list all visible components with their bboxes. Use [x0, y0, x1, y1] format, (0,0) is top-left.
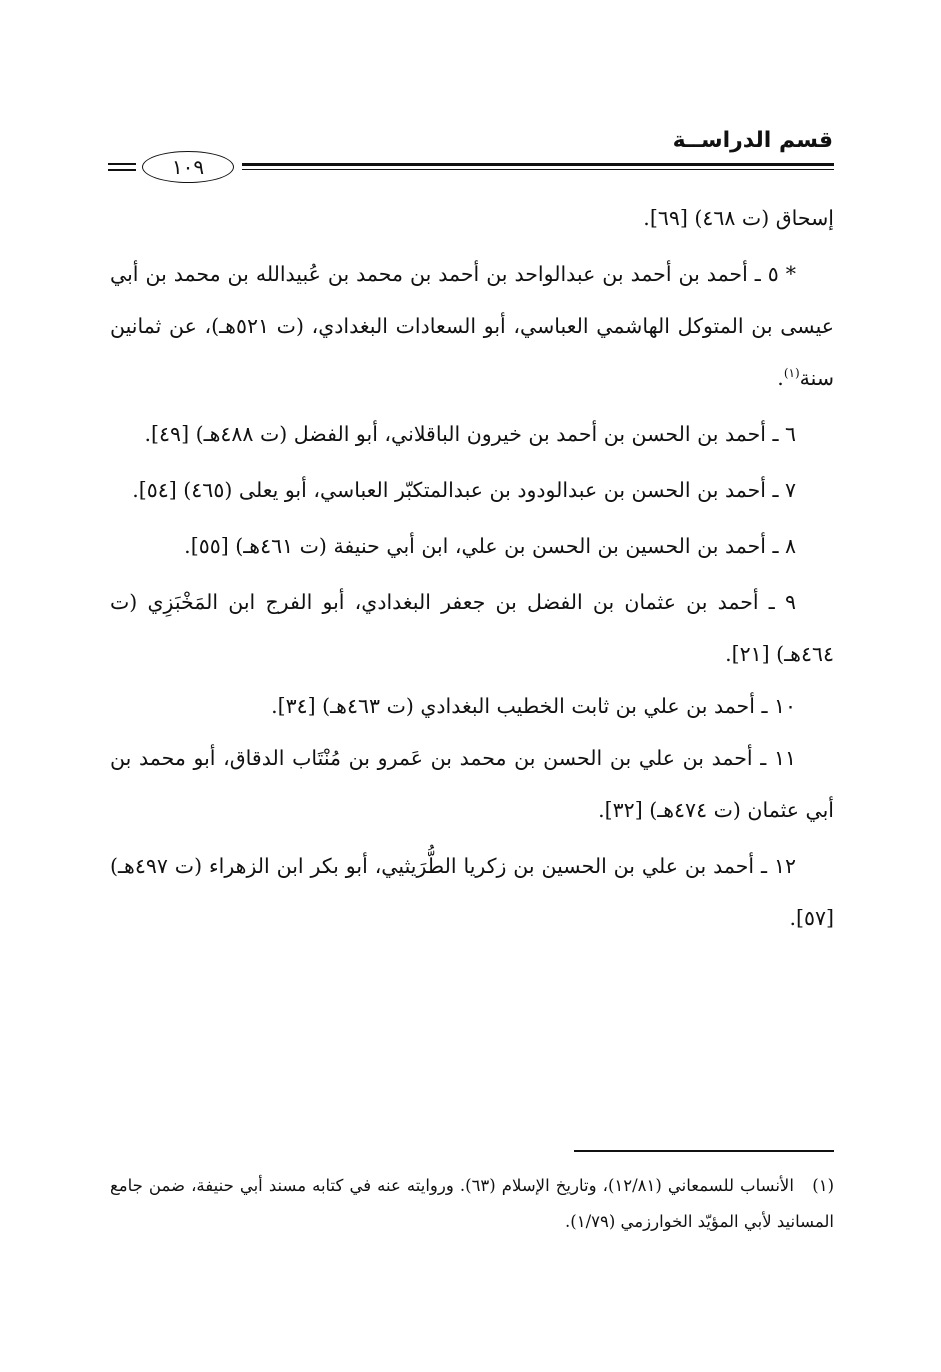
footnote-text: الأنساب للسمعاني (١٢/٨١)، وتاريخ الإسلام (٦٣). وروايته عنه في كتابه مسند أبي حنيفة، ضمن جامع المسانيد لأبي المؤيّد الخوارزمي (١/٧٩).: [110, 1176, 834, 1231]
entry-6: [110, 408, 834, 460]
entry-text: ٦ ـ أحمد بن الحسن بن أحمد بن خيرون الباقلاني، أبو الفضل (ت ٤٨٨هـ) [٤٩].: [144, 422, 796, 446]
entry-10: [110, 680, 834, 732]
entry-11: [110, 732, 834, 836]
page-number-text: ١٠٩: [171, 155, 205, 179]
entry-text: ٧ ـ أحمد بن الحسن بن عبدالودود بن عبدالمتكبّر العباسي، أبو يعلى (٤٦٥) [٥٤].: [132, 478, 796, 502]
header-rule-thin: [242, 169, 834, 170]
entry-text: ٩ ـ أحمد بن عثمان بن الفضل بن جعفر البغدادي، أبو الفرج ابن المَخْبَزِي (ت ٤٦٤هـ) [٢١].: [110, 590, 834, 666]
footnote-number: (١): [812, 1176, 835, 1195]
entry-text: ١٢ ـ أحمد بن علي بن الحسين بن زكريا الطُّرَيثيي، أبو بكر ابن الزهراء (ت ٤٩٧هـ) [٥٧].: [110, 854, 834, 930]
entry-9: [110, 576, 834, 680]
header-rule-stub-thin: [108, 169, 136, 171]
entry-12: [110, 840, 834, 944]
entry-text: إسحاق (ت ٤٦٨) [٦٩].: [643, 206, 834, 230]
entry-text: ٨ ـ أحمد بن الحسين بن الحسن بن علي، ابن أبي حنيفة (ت ٤٦١هـ) [٥٥].: [184, 534, 796, 558]
page-number: [142, 151, 234, 183]
entry-text: * ٥ ـ أحمد بن أحمد بن عبدالواحد بن أحمد بن محمد بن عُبيدالله بن محمد بن أبي عيسى بن المتوكل الهاشمي العباسي، أبو السعادات البغدادي، (ت ٥٢١هـ)، عن ثمانين سنة: [110, 262, 834, 390]
footnotes: [110, 1168, 834, 1240]
footnote-mark: (١): [783, 366, 800, 381]
header-rule: [242, 163, 834, 166]
entry-7: [110, 464, 834, 516]
entry-text-after: .: [777, 366, 784, 390]
section-title: قسم الدراســة: [672, 128, 833, 153]
header-rule-stub: [108, 163, 136, 165]
footnote-separator: [574, 1150, 834, 1152]
entry-8: [110, 520, 834, 572]
entry-text: ١١ ـ أحمد بن علي بن الحسن بن محمد بن عَمرو بن مُنْتَاب الدقاق، أبو محمد بن أبي عثمان (ت ٤٧٤هـ) [٣٢].: [110, 746, 834, 822]
entry-5: [110, 248, 834, 404]
body-text: [110, 192, 834, 944]
entry-continuation: [110, 192, 834, 244]
footnote-1: [110, 1168, 834, 1240]
entry-text: ١٠ ـ أحمد بن علي بن ثابت الخطيب البغدادي (ت ٤٦٣هـ) [٣٤].: [271, 694, 796, 718]
